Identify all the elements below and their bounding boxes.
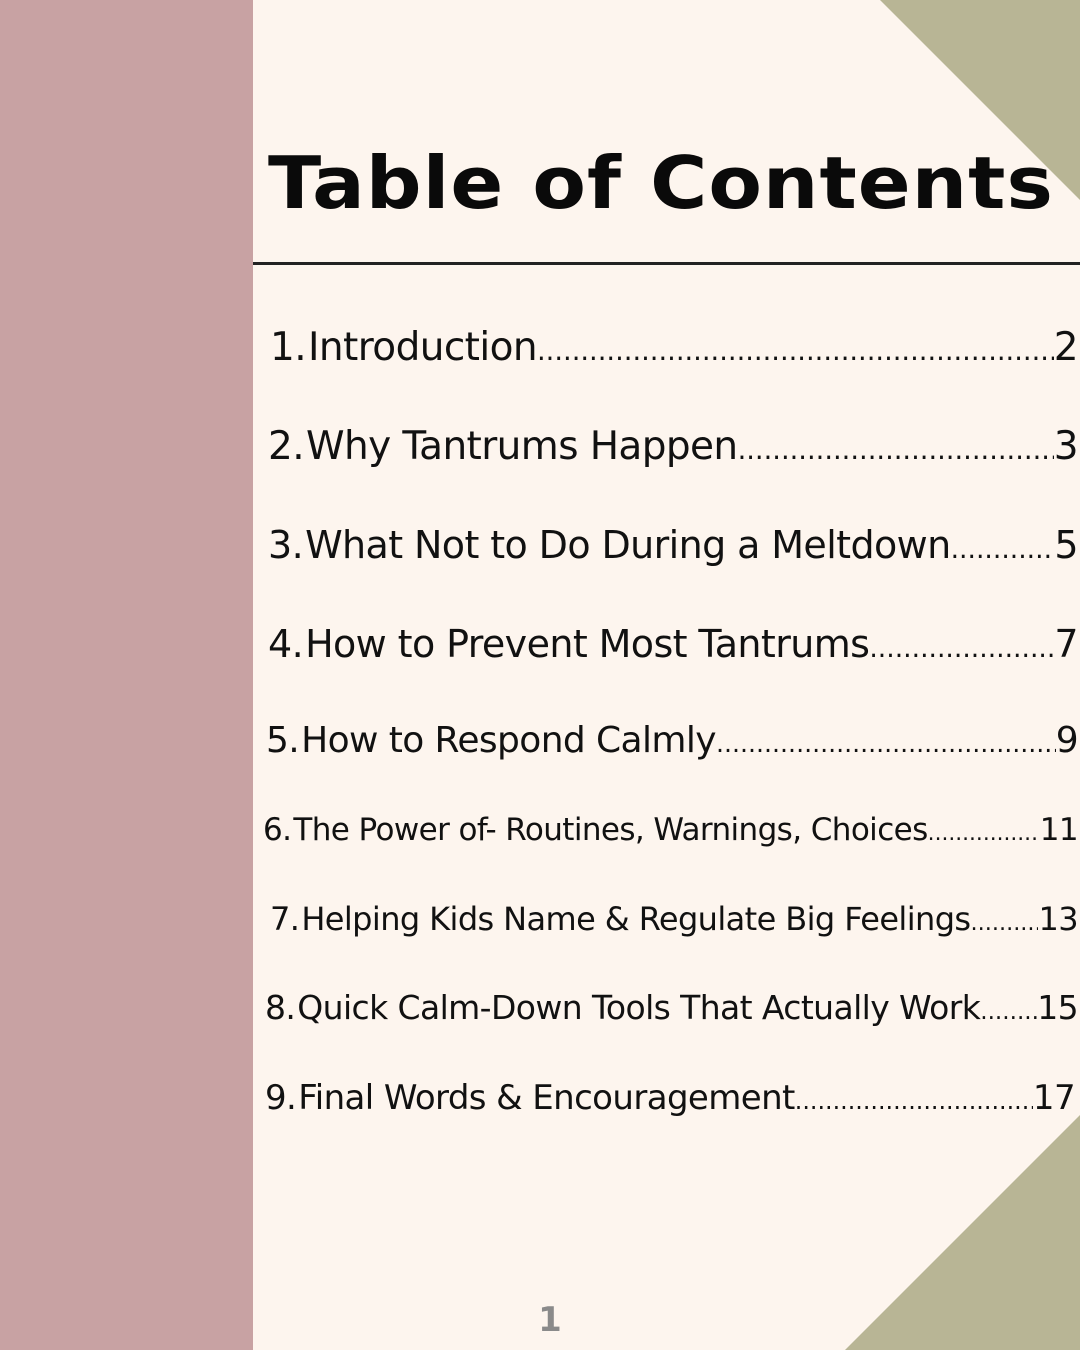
toc-entry-page: 7 [1054,622,1078,666]
toc-entry-page: 17 [1032,1078,1075,1118]
toc-entry-page: 5 [1054,523,1078,567]
page-title: Table of Contents [268,142,1054,226]
toc-dot-leader [980,999,1037,1025]
toc-entry-3[interactable] [268,523,1078,567]
toc-dot-leader [738,435,1054,466]
title-divider [253,262,1080,265]
toc-entry-number: 4. [268,622,304,666]
toc-entry-number: 7. [270,900,300,938]
toc-entry-number: 8. [265,988,296,1027]
toc-entry-2[interactable] [268,424,1078,469]
toc-entry-title: Why Tantrums Happen [306,424,738,469]
toc-entry-title: Helping Kids Name & Regulate Big Feelings [301,900,971,938]
toc-dot-leader [869,633,1054,664]
toc-entry-8[interactable] [265,988,1078,1027]
toc-dot-leader [970,910,1038,936]
toc-dot-leader [716,729,1056,758]
toc-entry-title: Final Words & Encouragement [298,1078,795,1118]
toc-entry-page: 11 [1039,812,1078,848]
toc-dot-leader [951,534,1055,565]
side-color-band [0,0,253,1350]
bottom-right-corner-triangle [845,1115,1080,1350]
toc-entry-page: 3 [1053,424,1078,469]
toc-entry-9[interactable] [265,1078,1075,1118]
toc-dot-leader [928,821,1040,846]
toc-entry-4[interactable] [268,622,1078,666]
toc-dot-leader [795,1087,1033,1115]
toc-entry-number: 2. [268,424,305,469]
toc-entry-6[interactable] [263,812,1078,848]
toc-entry-7[interactable] [270,900,1078,938]
toc-entry-number: 5. [266,720,300,761]
toc-entry-number: 1. [270,325,307,370]
toc-entry-title: What Not to Do During a Meltdown [305,523,951,567]
toc-entry-number: 9. [265,1078,297,1118]
toc-entry-page: 2 [1053,325,1078,370]
toc-entry-title: How to Respond Calmly [301,720,716,761]
toc-entry-page: 15 [1037,988,1078,1027]
toc-entry-1[interactable] [270,325,1078,370]
toc-entry-title: The Power of- Routines, Warnings, Choices [293,812,928,848]
toc-entry-5[interactable] [266,720,1078,761]
toc-entry-title: How to Prevent Most Tantrums [305,622,870,666]
toc-entry-page: 9 [1055,720,1078,761]
toc-entry-title: Introduction [308,325,537,370]
toc-entry-number: 6. [263,812,292,848]
toc-entry-title: Quick Calm-Down Tools That Actually Work [297,988,981,1027]
toc-entry-page: 13 [1038,900,1078,938]
toc-entry-number: 3. [268,523,304,567]
page-number: 1 [538,1300,562,1340]
toc-dot-leader [537,336,1054,367]
